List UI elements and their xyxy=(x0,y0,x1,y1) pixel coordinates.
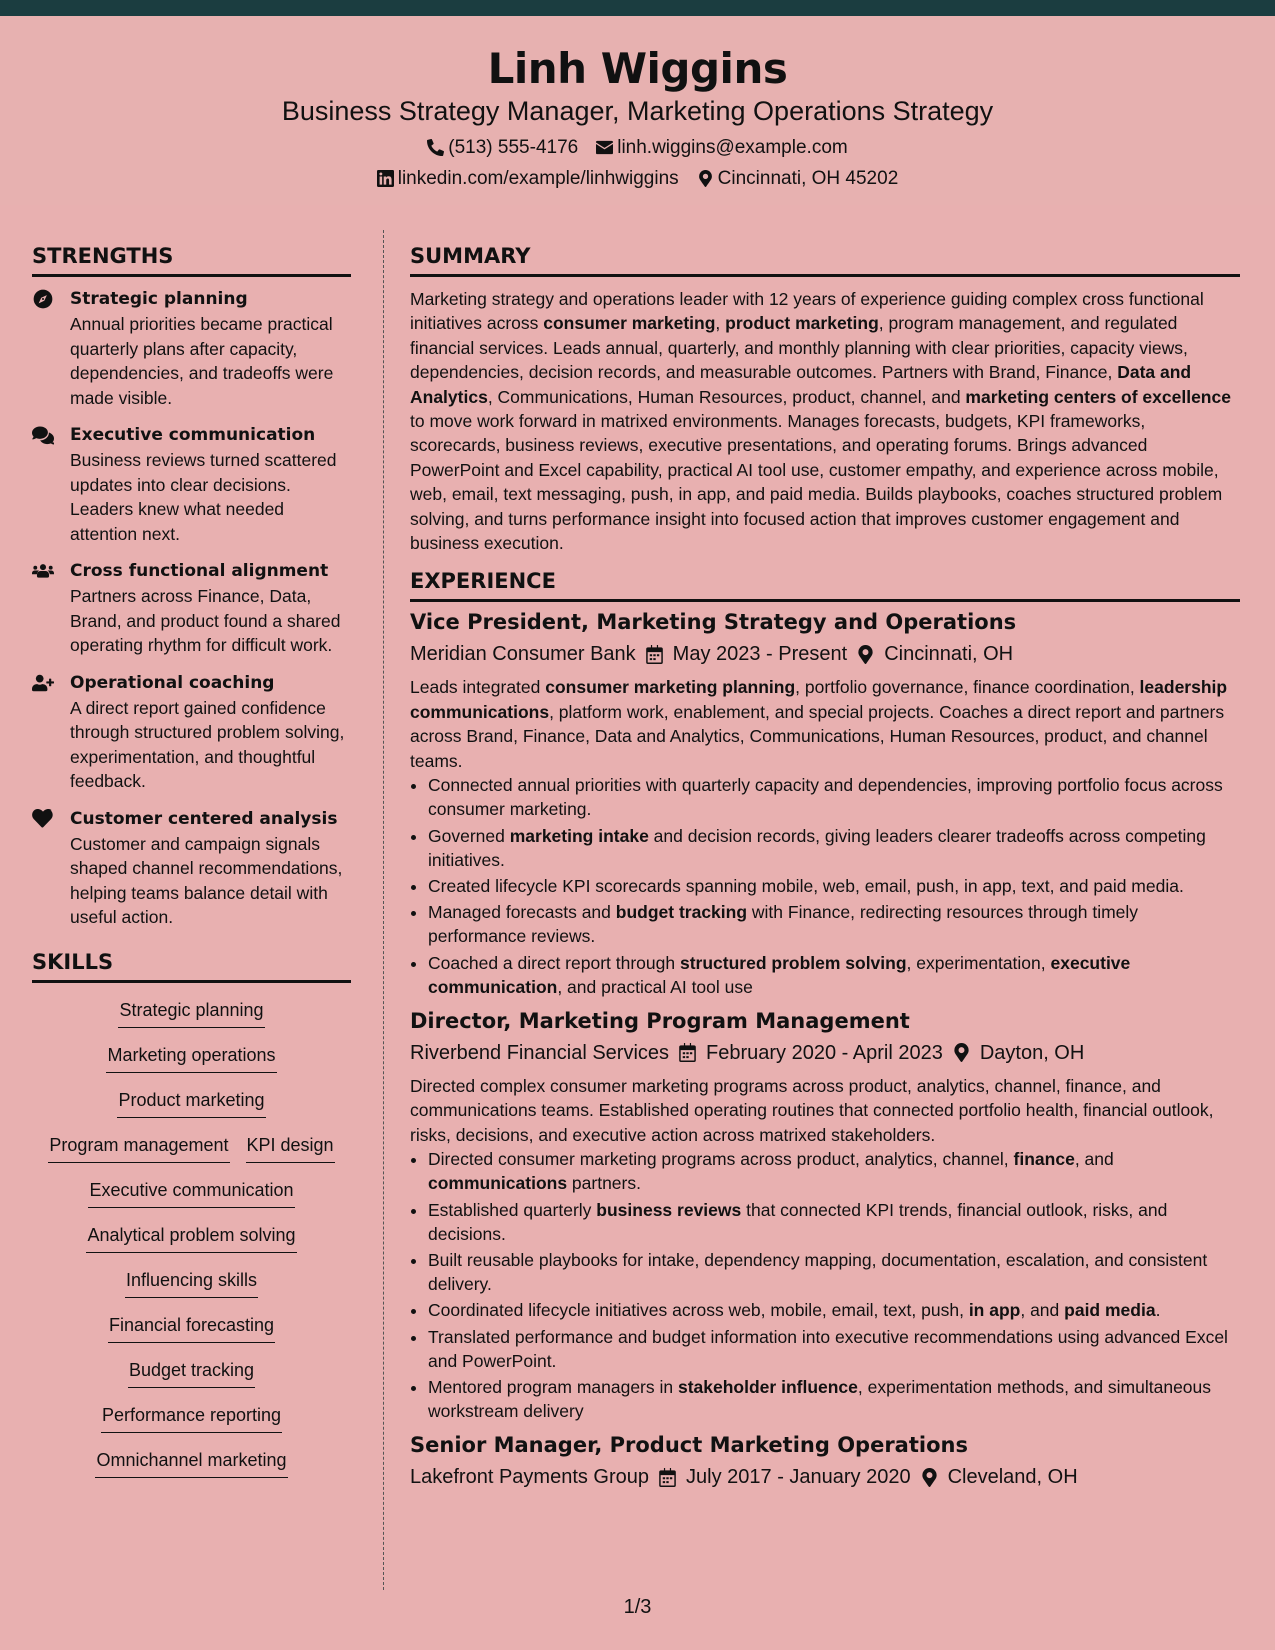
phone-text: (513) 555-4176 xyxy=(448,137,579,158)
job-entry xyxy=(410,612,1240,998)
skill-tag: Omnichannel marketing xyxy=(95,1449,287,1478)
job-entry xyxy=(410,1435,1240,1489)
candidate-title: Business Strategy Manager, Marketing Operations Strategy xyxy=(281,96,994,126)
job-summary: Directed complex consumer marketing programs across product, analytics, channel, finance, and communications teams. Established operating routines that connected portfolio health, financial outlook, risks, decisions, and executive action across matrixed stakeholders. xyxy=(410,1075,1214,1145)
job-location xyxy=(953,1041,1084,1065)
job-bullet: • Established quarterly business reviews that connected KPI trends, financial outlook, risks, and decisions. xyxy=(428,1198,1240,1246)
user-plus-icon xyxy=(32,671,56,794)
skill-tag: Analytical problem solving xyxy=(86,1224,296,1253)
skill-row xyxy=(32,1404,351,1449)
linkedin-contact[interactable] xyxy=(377,169,679,188)
skill-tag: Performance reporting xyxy=(101,1404,282,1433)
job-bullet: • Directed consumer marketing programs across product, analytics, channel, finance, and communications partners. xyxy=(428,1147,1240,1195)
job-dates xyxy=(679,1041,943,1065)
bold-keyword: structured problem solving xyxy=(679,952,907,973)
skill-tag: Influencing skills xyxy=(125,1269,258,1298)
resume-header xyxy=(0,16,1275,205)
job-location-text: Cleveland, OH xyxy=(947,1466,1078,1489)
job-bullet: • Governed marketing intake and decision records, giving leaders clearer tradeoffs across competing initiatives. xyxy=(428,824,1240,872)
experience-list xyxy=(410,612,1240,1489)
summary-text: Marketing strategy and operations leader with 12 years of experience guiding complex cross functional initiatives across consumer marketing, product marketing, program management, and regulated financial services. Leads annual, quarterly, and monthly planning with clear priorities, capacity views, dependencies, decision records, and measurable outcomes. Partners with Brand, Finance, Data and Analytics, Communications, Human Resources, product, channel, and marketing centers of excellence to move work forward in matrixed environments. Manages forecasts, budgets, KPI frameworks, scorecards, business reviews, executive presentations, and operating forums. Brings advanced PowerPoint and Excel capability, practical AI tool use, customer empathy, and experience across mobile, web, email, text messaging, push, in app, and paid media. Builds playbooks, coaches structured problem solving, and turns performance insight into focused action that improves customer engagement and business execution. xyxy=(410,289,1231,554)
skill-tag: Marketing operations xyxy=(106,1044,276,1073)
map-pin-icon xyxy=(953,1043,970,1062)
email-text[interactable]: linh.wiggins@example.com xyxy=(617,137,848,158)
top-accent-bar xyxy=(0,0,1275,16)
map-pin-icon xyxy=(921,1468,938,1487)
job-bullet: • Connected annual priorities with quarterly capacity and dependencies, improving portfolio focus across consumer marketing. xyxy=(428,773,1240,821)
job-meta xyxy=(410,1465,1240,1489)
summary-heading: SUMMARY xyxy=(410,246,1240,277)
skill-tag: Executive communication xyxy=(88,1179,294,1208)
email-contact[interactable] xyxy=(596,138,848,157)
job-location-text: Dayton, OH xyxy=(979,1041,1085,1064)
skill-tag: KPI design xyxy=(246,1134,335,1163)
job-title: Vice President, Marketing Strategy and Operations xyxy=(410,610,1017,635)
bold-keyword: finance xyxy=(1013,1149,1075,1170)
skill-row xyxy=(32,1179,351,1224)
bold-keyword: consumer marketing planning xyxy=(545,677,796,698)
job-bullet: • Managed forecasts and budget tracking with Finance, redirecting resources through timely performance reviews. xyxy=(428,900,1240,948)
phone-icon xyxy=(427,139,444,156)
job-summary: Leads integrated consumer marketing planning, portfolio governance, finance coordination, leadership communications, platform work, enablement, and special projects. Coaches a direct report and partners across Brand, Finance, Data and Analytics, Communications, Human Resources, product, and channel teams. xyxy=(410,677,1228,771)
skill-tag: Financial forecasting xyxy=(108,1314,275,1343)
strength-description: Partners across Finance, Data, Brand, and product found a shared operating rhythm for difficult work. xyxy=(70,586,341,655)
job-title: Director, Marketing Program Management xyxy=(410,1008,910,1033)
job-location-text: Cincinnati, OH xyxy=(884,643,1014,666)
contact-row-1 xyxy=(0,138,1275,157)
job-company: Lakefront Payments Group xyxy=(410,1466,650,1489)
job-bullet: • Mentored program managers in stakeholder influence, experimentation methods, and simultaneous workstream delivery xyxy=(428,1375,1240,1423)
job-dates-text: February 2020 - April 2023 xyxy=(706,1041,943,1064)
bold-keyword: executive communication xyxy=(428,952,1131,997)
strength-title: Executive communication xyxy=(70,425,316,445)
bold-keyword: leadership communications xyxy=(410,677,1228,722)
job-location xyxy=(921,1465,1078,1489)
strengths-list xyxy=(32,287,351,930)
strength-item xyxy=(32,423,351,546)
skills-list xyxy=(32,993,351,1494)
location-text: Cincinnati, OH 45202 xyxy=(717,168,899,189)
job-company: Riverbend Financial Services xyxy=(410,1041,670,1064)
strength-item xyxy=(32,559,351,658)
bold-keyword: product marketing xyxy=(725,313,879,334)
job-bullet: • Coordinated lifecycle initiatives across web, mobile, email, text, push, in app, and paid media. xyxy=(428,1298,1240,1322)
left-column xyxy=(32,246,351,1494)
calendar-icon xyxy=(646,645,663,664)
linkedin-text[interactable]: linkedin.com/example/linhwiggins xyxy=(397,168,679,189)
skill-row xyxy=(32,1134,351,1179)
skill-row xyxy=(32,1359,351,1404)
page-indicator: 1/3 xyxy=(623,1596,652,1618)
job-bullet: • Translated performance and budget information into executive recommendations using advanced Excel and PowerPoint. xyxy=(428,1325,1240,1373)
comments-icon xyxy=(32,423,56,546)
job-bullet: • Created lifecycle KPI scorecards spanning mobile, web, email, push, in app, text, and paid media. xyxy=(428,874,1240,898)
map-pin-icon xyxy=(857,645,874,664)
job-dates xyxy=(646,642,848,666)
strength-title: Cross functional alignment xyxy=(70,561,329,581)
job-entry xyxy=(410,1008,1240,1423)
skill-tag: Program management xyxy=(48,1134,229,1163)
bold-keyword: communications xyxy=(428,1173,568,1194)
strength-description: A direct report gained confidence through structured problem solving, experimentation, and thoughtful feedback. xyxy=(70,697,345,791)
job-bullets xyxy=(410,1147,1240,1423)
compass-icon xyxy=(32,287,56,410)
skill-row xyxy=(32,1089,351,1134)
strength-description: Customer and campaign signals shaped channel recommendations, helping teams balance detail with useful action. xyxy=(70,833,343,927)
candidate-name: Linh Wiggins xyxy=(487,44,788,93)
strength-title: Operational coaching xyxy=(70,672,275,693)
strength-description: Annual priorities became practical quarterly plans after capacity, dependencies, and tradeoffs were made visible. xyxy=(70,314,334,408)
job-dates-text: May 2023 - Present xyxy=(672,643,848,666)
calendar-icon xyxy=(679,1043,696,1062)
strength-item xyxy=(32,287,351,410)
phone-contact xyxy=(427,138,578,157)
job-company: Meridian Consumer Bank xyxy=(410,643,636,666)
bold-keyword: consumer marketing xyxy=(543,313,716,334)
skill-tag: Strategic planning xyxy=(118,999,264,1028)
contact-row-2 xyxy=(0,169,1275,188)
job-dates-text: July 2017 - January 2020 xyxy=(686,1466,911,1489)
bold-keyword: stakeholder influence xyxy=(677,1376,858,1397)
skill-row xyxy=(32,1224,351,1269)
calendar-icon xyxy=(659,1468,676,1487)
job-meta xyxy=(410,1041,1240,1065)
experience-heading: EXPERIENCE xyxy=(410,571,1240,602)
bold-keyword: business reviews xyxy=(596,1199,742,1220)
bold-keyword: budget tracking xyxy=(615,902,748,923)
job-bullet: • Coached a direct report through structured problem solving, experimentation, executive communication, and practical AI tool use xyxy=(428,951,1240,999)
envelope-icon xyxy=(596,139,613,156)
job-bullet: • Built reusable playbooks for intake, dependency mapping, documentation, escalation, and consistent delivery. xyxy=(428,1248,1240,1296)
map-pin-icon xyxy=(697,170,714,187)
bold-keyword: marketing intake xyxy=(509,825,649,846)
column-divider xyxy=(383,230,384,1590)
skill-row xyxy=(32,1449,351,1494)
skills-heading: SKILLS xyxy=(32,952,351,983)
bold-keyword: Data and Analytics xyxy=(410,362,1192,407)
bold-keyword: in app xyxy=(968,1300,1021,1321)
skill-row xyxy=(32,1044,351,1089)
heart-icon xyxy=(32,807,56,930)
job-dates xyxy=(659,1465,911,1489)
job-title: Senior Manager, Product Marketing Operations xyxy=(410,1433,968,1458)
strength-item xyxy=(32,807,351,930)
linkedin-icon xyxy=(377,170,394,187)
skill-tag: Budget tracking xyxy=(128,1359,255,1388)
skill-tag: Product marketing xyxy=(117,1089,265,1118)
job-location xyxy=(857,642,1013,666)
skill-row xyxy=(32,1314,351,1359)
bold-keyword: paid media xyxy=(1064,1300,1156,1321)
skill-row xyxy=(32,1269,351,1314)
right-column xyxy=(410,246,1240,1498)
users-icon xyxy=(32,559,56,658)
strength-description: Business reviews turned scattered updates into clear decisions. Leaders knew what needed attention next. xyxy=(70,450,337,544)
strengths-heading: STRENGTHS xyxy=(32,246,351,277)
location-contact xyxy=(697,169,899,188)
strength-item xyxy=(32,671,351,794)
bold-keyword: marketing centers of excellence xyxy=(965,386,1231,407)
job-bullets xyxy=(410,773,1240,999)
strength-title: Strategic planning xyxy=(70,289,248,309)
job-meta xyxy=(410,642,1240,666)
skill-row xyxy=(32,999,351,1044)
strength-title: Customer centered analysis xyxy=(70,808,338,829)
